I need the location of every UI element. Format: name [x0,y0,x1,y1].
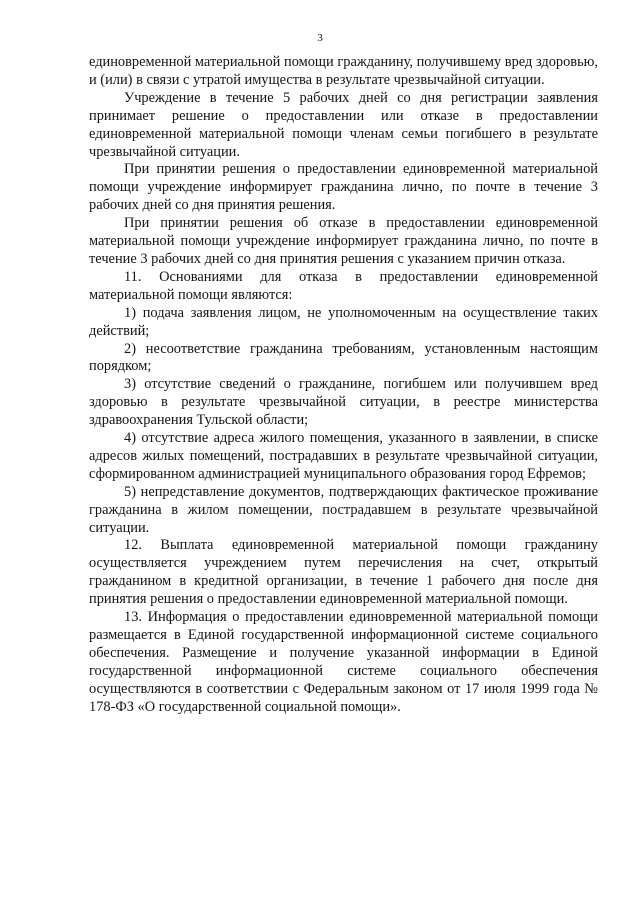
list-item-refusal-1: 1) подача заявления лицом, не уполномоченным на осуществление таких действий; [89,304,598,339]
paragraph-continuation: единовременной материальной помощи гражданину, получившему вред здоровью, и (или) в связи с утратой имущества в результате чрезвычайной ситуации. [89,54,598,88]
paragraph-decision-family: Учреждение в течение 5 рабочих дней со дня регистрации заявления принимает решение о предоставлении или отказе в предоставлении единовременной материальной помощи членам семьи погибшего в результате чрезвычайной ситуации. [89,89,598,160]
paragraph-item-11: 11. Основаниями для отказа в предоставлении единовременной материальной помощи являются: [89,268,598,303]
paragraph-item-12: 12. Выплата единовременной материальной помощи гражданину осуществляется учреждением путем перечисления на счет, открытый гражданином в кредитной организации, в течение 1 рабочего дня после дня принятия решения о предоставлении единовременной материальной помощи. [89,537,598,608]
paragraph-refusal-notice: При принятии решения об отказе в предоставлении единовременной материальной помощи учреждение информирует гражданина лично, по почте в течение 3 рабочих дней со дня принятия решения с указанием причин отказа. [89,215,598,267]
document-body [89,54,598,717]
list-item-refusal-3: 3) отсутствие сведений о гражданине, погибшем или получившем вред здоровью в результате чрезвычайной ситуации, в реестре министерства здравоохранения Тульской области; [89,376,598,429]
paragraph-approval-notice: При принятии решения о предоставлении единовременной материальной помощи учреждение информирует гражданина лично, по почте в течение 3 рабочих дней со дня принятия решения. [89,161,598,214]
list-item-refusal-4: 4) отсутствие адреса жилого помещения, указанного в заявлении, в списке адресов жилых помещений, пострадавших в результате чрезвычайной ситуации, сформированном администрацией муниципального образования город Ефремов; [89,430,598,482]
page-number: 3 [317,32,323,44]
list-item-refusal-2: 2) несоответствие гражданина требованиям, установленным настоящим порядком; [89,340,598,375]
paragraph-item-13: 13. Информация о предоставлении единовременной материальной помощи размещается в Единой государственной информационной системе социального обеспечения. Размещение и получение указанной информации в Единой государственной информационной системе социального обеспечения осуществляются в соответствии с Федеральным законом от 17 июля 1999 года № 178-ФЗ «О государственной социальной помощи». [89,609,598,715]
list-item-refusal-5: 5) непредставление документов, подтверждающих фактическое проживание гражданина в жилом помещении, пострадавшем в результате чрезвычайной ситуации. [89,483,598,536]
